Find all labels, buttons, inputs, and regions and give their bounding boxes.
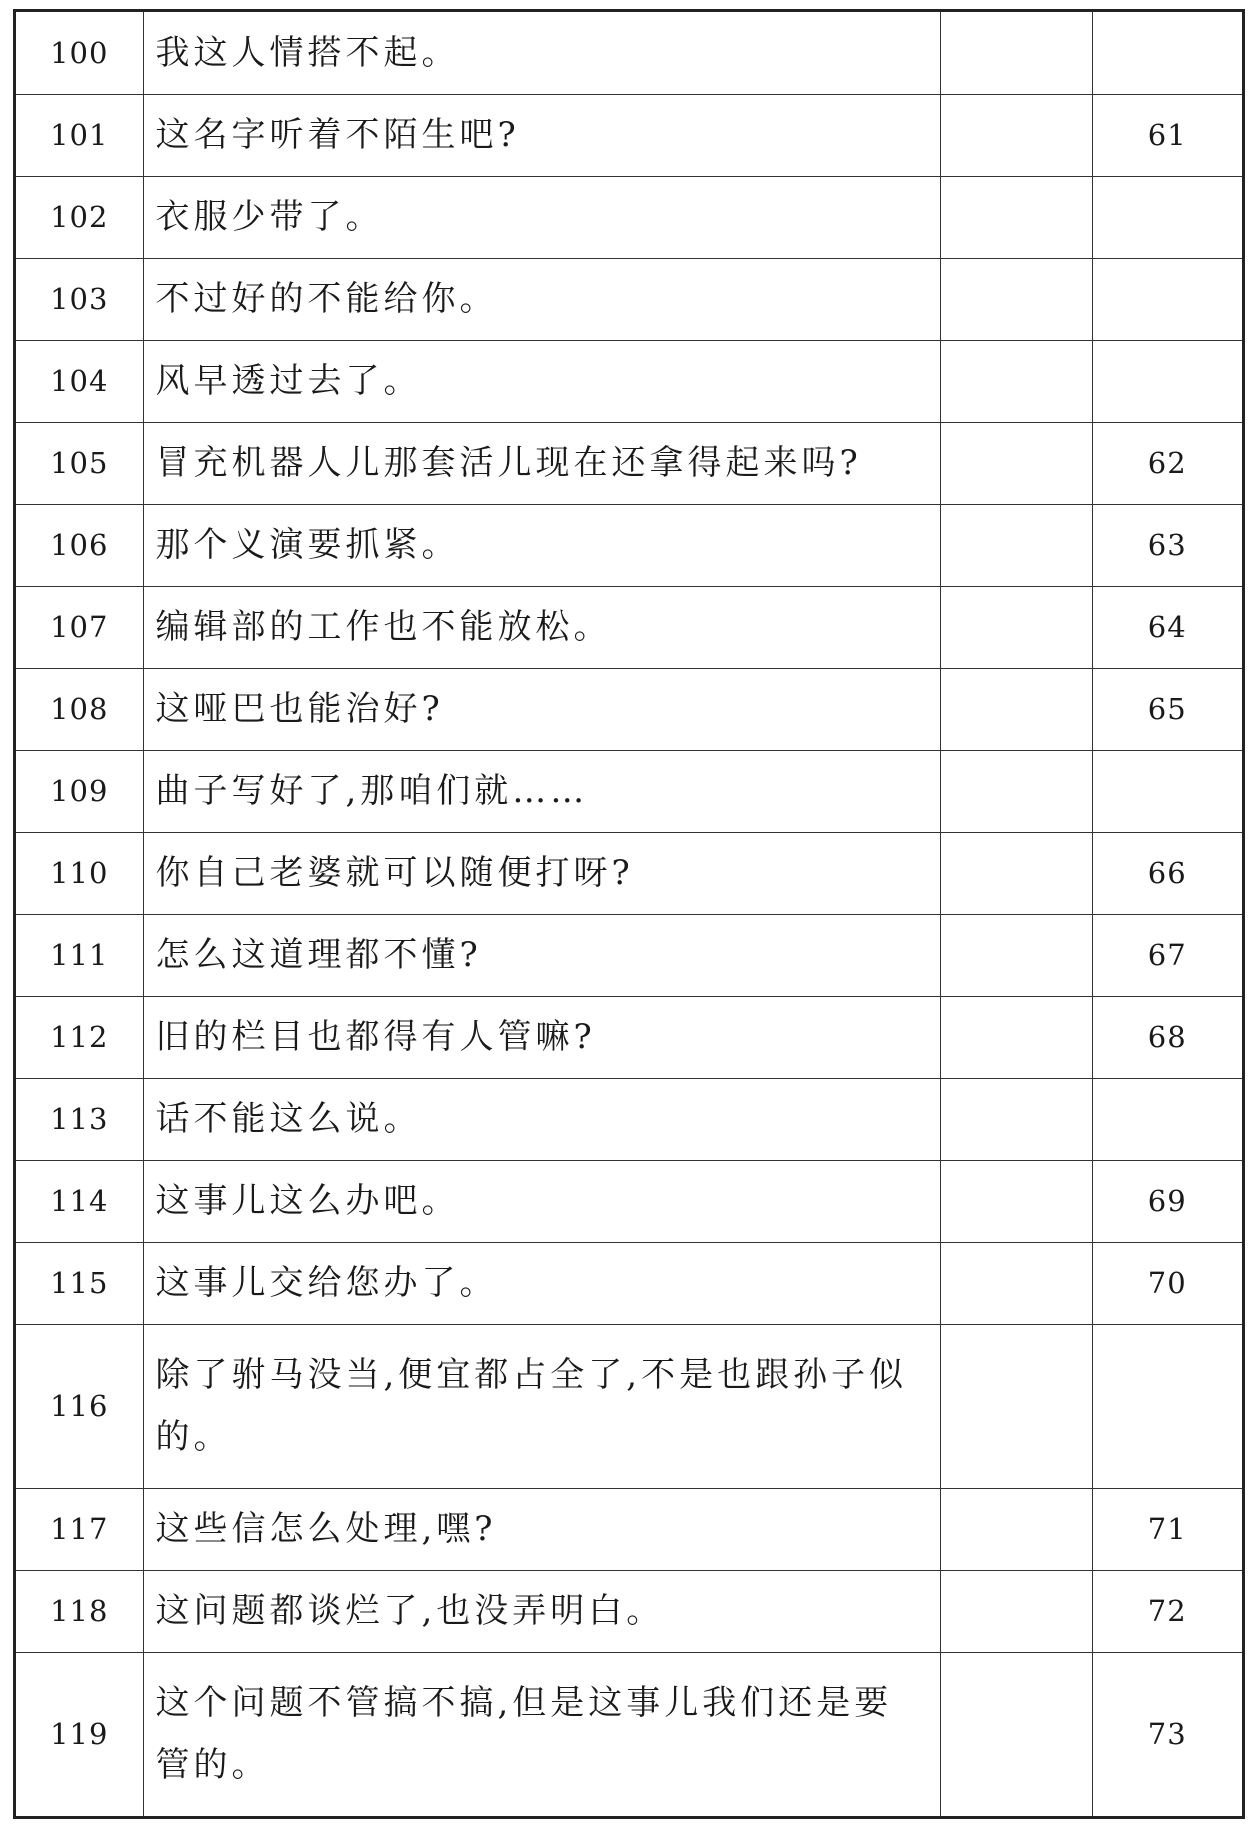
sentence-text: 话不能这么说。 (143, 1078, 940, 1160)
row-number: 117 (16, 1488, 143, 1570)
row-number: 114 (16, 1160, 143, 1242)
sentence-text: 你自己老婆就可以随便打呀? (143, 832, 940, 914)
reference-number (1092, 1078, 1242, 1160)
table-row (16, 504, 1242, 586)
blank-cell (940, 914, 1092, 996)
reference-number (1092, 12, 1242, 94)
blank-cell (940, 750, 1092, 832)
reference-number (1092, 340, 1242, 422)
table-row (16, 1652, 1242, 1816)
sentence-text: 编辑部的工作也不能放松。 (143, 586, 940, 668)
row-number: 107 (16, 586, 143, 668)
blank-cell (940, 1078, 1092, 1160)
table-row (16, 1324, 1242, 1488)
sentence-text: 这事儿这么办吧。 (143, 1160, 940, 1242)
row-number: 116 (16, 1324, 143, 1488)
reference-number: 67 (1092, 914, 1242, 996)
reference-number: 63 (1092, 504, 1242, 586)
table-row (16, 12, 1242, 94)
sentence-text: 这名字听着不陌生吧? (143, 94, 940, 176)
blank-cell (940, 504, 1092, 586)
row-number: 111 (16, 914, 143, 996)
sentence-text: 衣服少带了。 (143, 176, 940, 258)
row-number: 115 (16, 1242, 143, 1324)
reference-number: 64 (1092, 586, 1242, 668)
reference-number: 70 (1092, 1242, 1242, 1324)
blank-cell (940, 94, 1092, 176)
row-number: 118 (16, 1570, 143, 1652)
sentence-text: 这个问题不管搞不搞,但是这事儿我们还是要管的。 (143, 1652, 940, 1816)
sentence-text: 这些信怎么处理,嘿? (143, 1488, 940, 1570)
sentence-text: 冒充机器人儿那套活儿现在还拿得起来吗? (143, 422, 940, 504)
table-row (16, 832, 1242, 914)
blank-cell (940, 340, 1092, 422)
sentence-text: 曲子写好了,那咱们就…… (143, 750, 940, 832)
blank-cell (940, 1160, 1092, 1242)
reference-number: 62 (1092, 422, 1242, 504)
table-row (16, 94, 1242, 176)
table-row (16, 586, 1242, 668)
table-row (16, 750, 1242, 832)
row-number: 104 (16, 340, 143, 422)
table-row (16, 914, 1242, 996)
row-number: 109 (16, 750, 143, 832)
reference-number: 68 (1092, 996, 1242, 1078)
table-row (16, 340, 1242, 422)
reference-number: 69 (1092, 1160, 1242, 1242)
reference-number: 65 (1092, 668, 1242, 750)
table-row (16, 1242, 1242, 1324)
blank-cell (940, 258, 1092, 340)
reference-number: 73 (1092, 1652, 1242, 1816)
row-number: 105 (16, 422, 143, 504)
table-row (16, 1160, 1242, 1242)
reference-number: 61 (1092, 94, 1242, 176)
blank-cell (940, 832, 1092, 914)
row-number: 110 (16, 832, 143, 914)
sentence-text: 除了驸马没当,便宜都占全了,不是也跟孙子似的。 (143, 1324, 940, 1488)
blank-cell (940, 176, 1092, 258)
table-row (16, 668, 1242, 750)
table-row (16, 176, 1242, 258)
sentence-text: 我这人情搭不起。 (143, 12, 940, 94)
blank-cell (940, 586, 1092, 668)
row-number: 100 (16, 12, 143, 94)
sentence-text: 风早透过去了。 (143, 340, 940, 422)
row-number: 108 (16, 668, 143, 750)
table-row (16, 258, 1242, 340)
reference-number: 66 (1092, 832, 1242, 914)
reference-number: 72 (1092, 1570, 1242, 1652)
blank-cell (940, 996, 1092, 1078)
reference-number (1092, 258, 1242, 340)
sentence-table (13, 9, 1245, 1819)
reference-number (1092, 176, 1242, 258)
row-number: 112 (16, 996, 143, 1078)
blank-cell (940, 668, 1092, 750)
row-number: 101 (16, 94, 143, 176)
blank-cell (940, 1324, 1092, 1488)
blank-cell (940, 1488, 1092, 1570)
row-number: 119 (16, 1652, 143, 1816)
row-number: 103 (16, 258, 143, 340)
blank-cell (940, 1242, 1092, 1324)
row-number: 106 (16, 504, 143, 586)
sentence-text: 那个义演要抓紧。 (143, 504, 940, 586)
sentence-text: 怎么这道理都不懂? (143, 914, 940, 996)
blank-cell (940, 12, 1092, 94)
sentence-text: 旧的栏目也都得有人管嘛? (143, 996, 940, 1078)
sentence-text: 这问题都谈烂了,也没弄明白。 (143, 1570, 940, 1652)
blank-cell (940, 422, 1092, 504)
reference-number: 71 (1092, 1488, 1242, 1570)
row-number: 113 (16, 1078, 143, 1160)
row-number: 102 (16, 176, 143, 258)
blank-cell (940, 1652, 1092, 1816)
sentence-text: 这事儿交给您办了。 (143, 1242, 940, 1324)
table-row (16, 422, 1242, 504)
table-row (16, 1488, 1242, 1570)
sentence-text: 不过好的不能给你。 (143, 258, 940, 340)
table-row (16, 1570, 1242, 1652)
reference-number (1092, 750, 1242, 832)
reference-number (1092, 1324, 1242, 1488)
table-row (16, 1078, 1242, 1160)
blank-cell (940, 1570, 1092, 1652)
sentence-text: 这哑巴也能治好? (143, 668, 940, 750)
table-row (16, 996, 1242, 1078)
